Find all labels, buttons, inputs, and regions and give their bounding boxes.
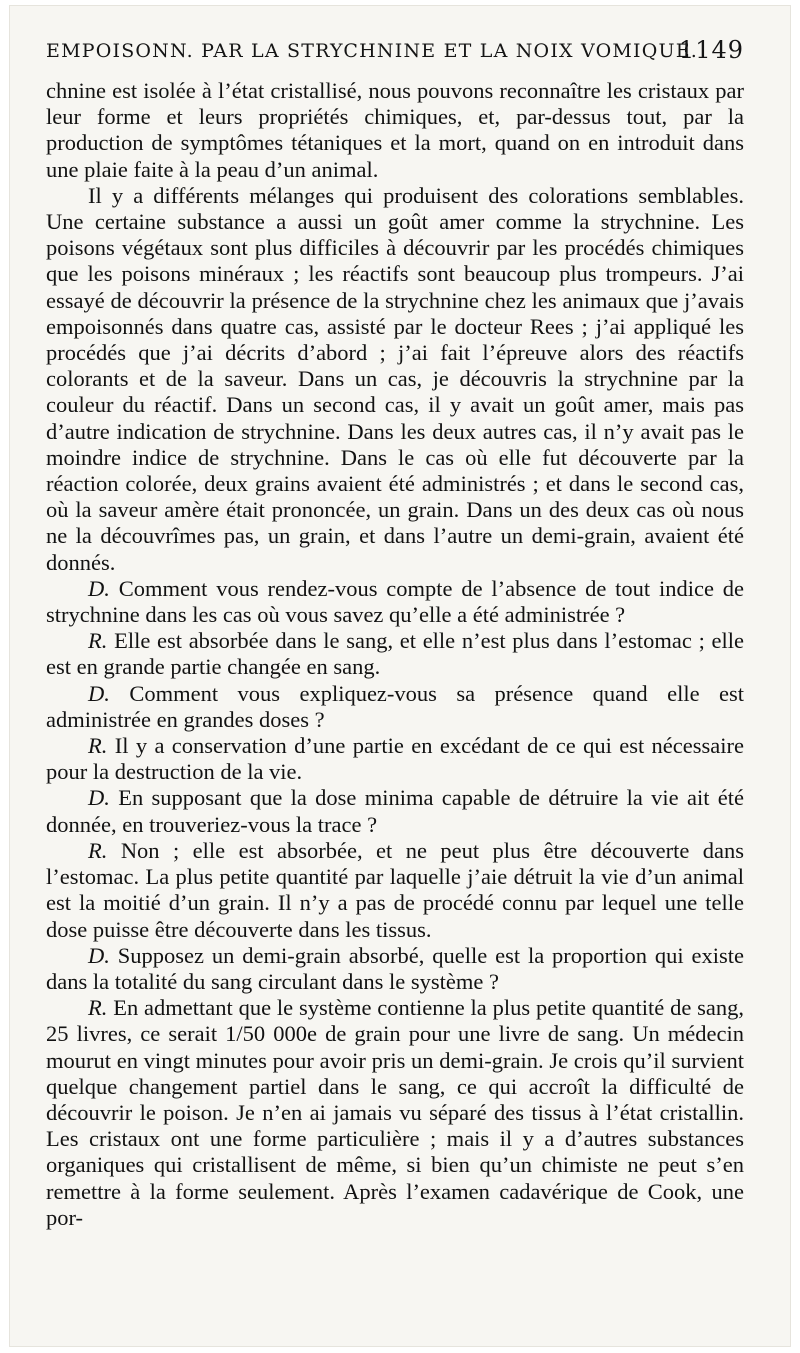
page-number: 1149 <box>678 36 744 64</box>
speaker-label: D. <box>88 942 110 968</box>
question-paragraph <box>46 576 744 628</box>
page-header <box>46 36 744 72</box>
speaker-label: D. <box>88 785 110 811</box>
paragraph-text: Comment vous expliquez-vous sa présence quand elle est administrée en grandes doses ? <box>46 680 745 732</box>
question-paragraph <box>46 681 744 733</box>
body-text <box>46 78 744 1231</box>
paragraph-text: chnine est isolée à l’état cristallisé, nous pouvons reconnaître les cristaux par leur forme et leurs propriétés chimiques, et, par-dessus tout, par la production de symptômes tétaniques et la mort, quand on en introduit dans une plaie faite à la peau d’un animal. <box>46 78 744 182</box>
speaker-label: R. <box>88 733 108 759</box>
answer-paragraph <box>46 995 744 1231</box>
paragraph <box>46 183 744 576</box>
paragraph-text: Supposez un demi-grain absorbé, quelle est la proportion qui existe dans la totalité du sang circulant dans le système ? <box>46 942 745 994</box>
paragraph-text: Il y a conservation d’une partie en excédant de ce qui est nécessaire pour la destruction de la vie. <box>46 733 744 785</box>
speaker-label: D. <box>88 680 110 706</box>
paragraph-text: Il y a différents mélanges qui produisent des colorations semblables. Une certaine substance a aussi un goût amer comme la strychnine. Les poisons végétaux sont plus difficiles à découvrir par les procédés chimiques que les poisons minéraux ; les réactifs sont beaucoup plus trompeurs. J’ai essayé de découvrir la présence de la strychnine chez les animaux que j’avais empoisonnés dans quatre cas, assisté par le docteur Rees ; j’ai appliqué les procédés que j’ai décrits d’abord ; j’ai fait l’épreuve alors des réactifs colorants et de la saveur. Dans un cas, je découvris la strychnine par la couleur du réactif. Dans un second cas, il y avait un goût amer, mais pas d’autre indication de strychnine. Dans les deux autres cas, il n’y avait pas le moindre indice de strychnine. Dans le cas où elle fut découverte par la réaction colorée, deux grains avaient été administrés ; et dans le second cas, où la saveur amère était prononcée, un grain. Dans un des deux cas où nous ne la découvrîmes pas, un grain, et dans l’autre un demi-grain, avaient été donnés. <box>46 182 744 575</box>
paragraph-text: Comment vous rendez-vous compte de l’absence de tout indice de strychnine dans les cas où vous savez qu’elle a été administrée ? <box>46 575 744 628</box>
speaker-label: R. <box>88 995 108 1021</box>
answer-paragraph <box>46 733 744 785</box>
question-paragraph <box>46 785 744 837</box>
paragraph-text: Elle est absorbée dans le sang, et elle n’est plus dans l’estomac ; elle est en grande partie changée en sang. <box>46 628 744 680</box>
paragraph-text: En admettant que le système contienne la plus petite quantité de sang, 25 livres, ce serait 1/50 000e de grain pour une livre de sang. Un médecin mourut en vingt minutes pour avoir pris un demi-grain. Je crois qu’il survient quelque changement partiel dans le sang, ce qui accroît la difficulté de découvrir le poison. Je n’en ai jamais vu séparé des tissus à l’état cristallin. Les cristaux ont une forme particulière ; mais il y a d’autres substances organiques qui cristallisent de même, si bien qu’un chimiste ne peut s’en remettre à la forme seulement. Après l’examen cadavérique de Cook, une por- <box>46 995 744 1230</box>
running-title: EMPOISONN. PAR LA STRYCHNINE ET LA NOIX VOMIQUE. <box>46 40 699 62</box>
paragraph-text: En supposant que la dose minima capable de détruire la vie ait été donnée, en trouveriez-vous la trace ? <box>46 785 745 837</box>
speaker-label: D. <box>88 575 110 601</box>
paragraph-continuation <box>46 78 744 183</box>
book-page <box>10 6 790 1346</box>
paragraph-text: Non ; elle est absorbée, et ne peut plus être découverte dans l’estomac. La plus petite quantité par laquelle j’aie détruit la vie d’un animal est la moitié d’un grain. Il n’y a pas de procédé connu par lequel une telle dose puisse être découverte dans les tissus. <box>46 837 744 942</box>
question-paragraph <box>46 943 744 995</box>
speaker-label: R. <box>88 837 108 863</box>
answer-paragraph <box>46 628 744 680</box>
speaker-label: R. <box>88 628 108 654</box>
answer-paragraph <box>46 838 744 943</box>
